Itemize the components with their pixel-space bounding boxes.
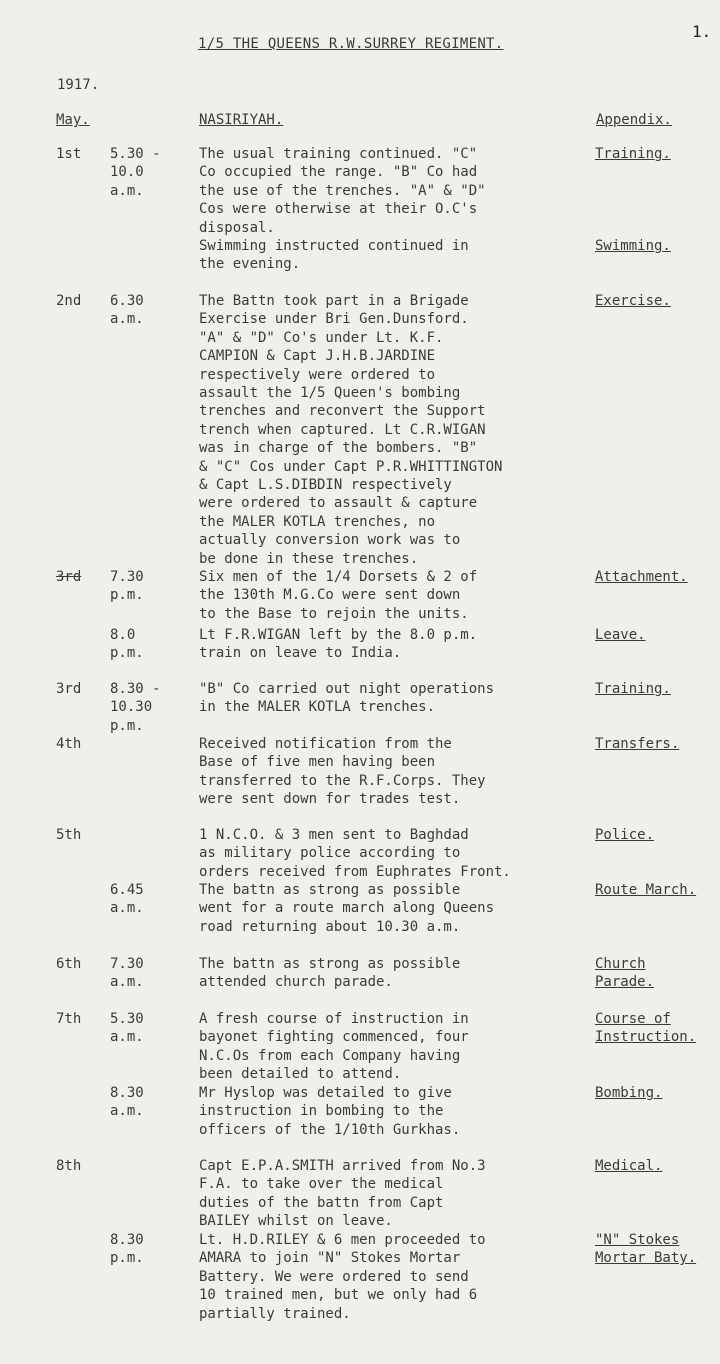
entry-appendix: Attachment. [595,569,688,585]
entry-time: 8.0 p.m. [110,627,144,662]
entry-time: 5.30 - 10.0 a.m. [110,146,161,199]
entry-appendix: Medical. [595,1158,663,1174]
entry-appendix: Police. [595,827,655,843]
entry-day: 1st [56,146,82,162]
entry-time: 6.30 a.m. [110,293,144,328]
entry-text: The battn as strong as possible attended church parade. [199,956,461,991]
entry-text: Six men of the 1/4 Dorsets & 2 of the 130th M.G.Co were sent down to the Base to rejoin the units. [199,569,478,622]
entry-day: 8th [56,1158,82,1174]
entry-text: A fresh course of instruction in bayonet fighting commenced, four N.C.Os from each Company having been detailed to attend. [199,1011,469,1083]
entry-text: The usual training continued. "C" Co occupied the range. "B" Co had the use of the trenches. "A" & "D" Cos were otherwise at their O.C's disposal. [199,146,486,236]
entry-text: Lt. H.D.RILEY & 6 men proceeded to AMARA to join "N" Stokes Mortar Battery. We were ordered to send 10 trained men, but we only had 6 partially trained. [199,1232,486,1322]
entry-day: 5th [56,827,82,843]
entry-text: 1 N.C.O. & 3 men sent to Baghdad as military police according to orders received from Euphrates Front. [199,827,511,880]
entry-appendix: Exercise. [595,293,671,309]
entry-text: Swimming instructed continued in the evening. [199,238,469,273]
entry-time: 5.30 a.m. [110,1011,144,1046]
entry-appendix: Church Parade. [595,956,655,991]
entry-text: Lt F.R.WIGAN left by the 8.0 p.m. train on leave to India. [199,627,478,662]
entry-appendix: Route March. [595,882,697,898]
entry-day: 2nd [56,293,82,309]
entry-time: 7.30 p.m. [110,569,144,604]
entry-time: 6.45 a.m. [110,882,144,917]
entry-day: 3rd [56,681,82,697]
entry-text: "B" Co carried out night operations in the MALER KOTLA trenches. [199,681,495,716]
entry-day: 7th [56,1011,82,1027]
entry-text: Capt E.P.A.SMITH arrived from No.3 F.A. to take over the medical duties of the battn from Capt BAILEY whilst on leave. [199,1158,486,1230]
entry-text: The battn as strong as possible went for a route march along Queens road returning about 10.30 a.m. [199,882,495,935]
entry-time: 8.30 p.m. [110,1232,144,1267]
appendix-header: Appendix. [596,112,672,128]
entry-day: 4th [56,736,82,752]
entry-appendix: Training. [595,681,671,697]
entry-appendix: Leave. [595,627,646,643]
entry-appendix: Training. [595,146,671,162]
entry-appendix: Swimming. [595,238,671,254]
year: 1917. [57,77,100,93]
entry-appendix: Transfers. [595,736,680,752]
entry-text: Mr Hyslop was detailed to give instruction in bombing to the officers of the 1/10th Gurkhas. [199,1085,461,1138]
entry-appendix: "N" Stokes Mortar Baty. [595,1232,697,1267]
page-title: 1/5 THE QUEENS R.W.SURREY REGIMENT. [198,36,504,52]
place-header: NASIRIYAH. [199,112,284,128]
entry-text: Received notification from the Base of five men having been transferred to the R.F.Corps. They were sent down for trades test. [199,736,486,808]
month-header: May. [56,112,90,128]
entry-text: The Battn took part in a Brigade Exercise under Bri Gen.Dunsford. "A" & "D" Co's under Lt. K.F. CAMPION & Capt J.H.B.JARDINE respectively were ordered to assault the 1/5 Queen's bombing trenches and reconvert the Support trench when captured. Lt C.R.WIGAN was in charge of the bombers. "B" & "C" Cos under Capt P.R.WHITTINGTON & Capt L.S.DIBDIN respectively were ordered to assault & capture the MALER KOTLA trenches, no actually conversion work was to be done in these trenches. [199,293,503,567]
entry-time: 8.30 - 10.30 p.m. [110,681,161,734]
entry-day: 3rd [56,569,82,585]
entry-time: 8.30 a.m. [110,1085,144,1120]
entry-time: 7.30 a.m. [110,956,144,991]
entry-day: 6th [56,956,82,972]
page-number: 1. [692,22,712,41]
entry-appendix: Course of Instruction. [595,1011,697,1046]
entry-appendix: Bombing. [595,1085,663,1101]
